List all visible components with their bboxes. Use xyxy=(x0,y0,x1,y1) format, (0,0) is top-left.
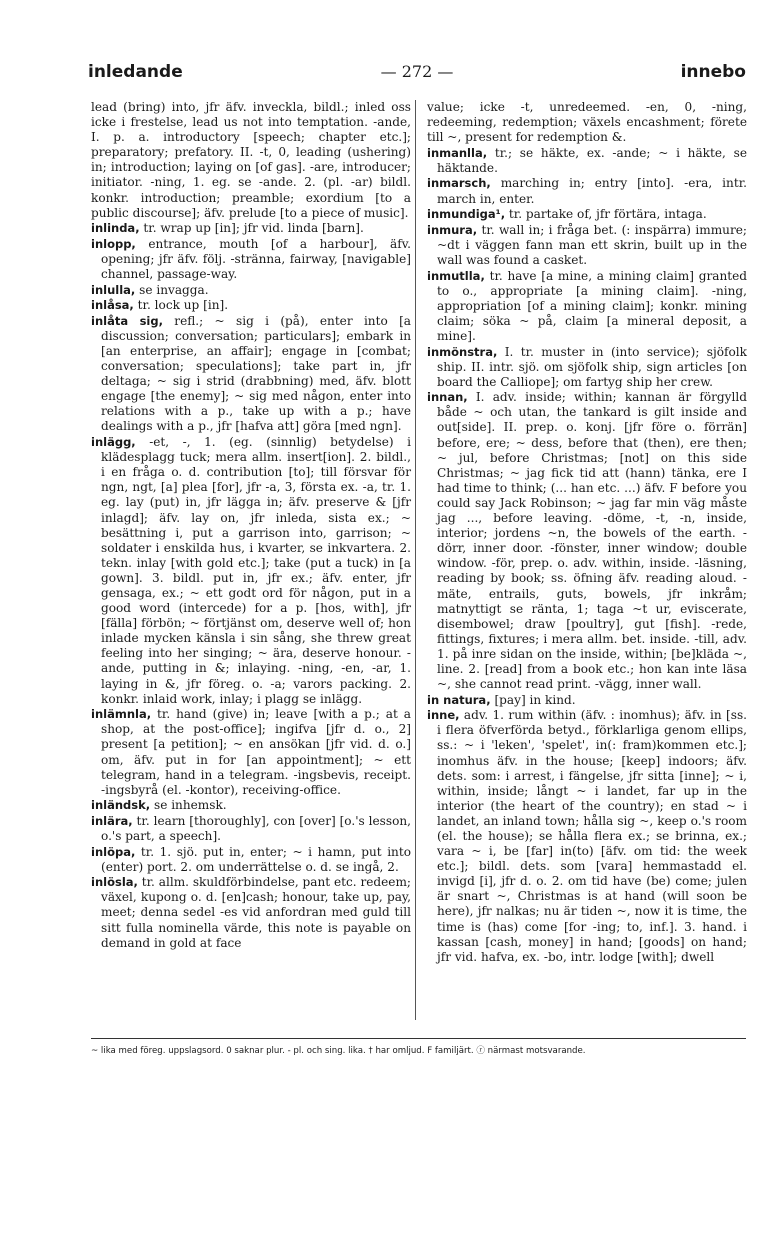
left-column xyxy=(91,100,411,951)
entry-headword: inlämnla, xyxy=(91,707,152,722)
dictionary-entry xyxy=(427,100,747,145)
entry-headword: inlåsa, xyxy=(91,298,134,313)
dictionary-entry xyxy=(91,707,411,798)
entry-headword: inlulla, xyxy=(91,282,136,297)
dictionary-entry xyxy=(91,845,411,875)
entry-headword: inmönstra, xyxy=(427,344,498,359)
entry-definition: se inhemsk. xyxy=(153,798,227,813)
entry-headword: inländsk, xyxy=(91,798,151,813)
page-number: — 272 — xyxy=(380,62,454,81)
left-guide-word: inledande xyxy=(88,62,183,82)
entry-headword: inlopp, xyxy=(91,236,136,251)
entry-headword: inmura, xyxy=(427,222,478,237)
dictionary-entry xyxy=(91,100,411,221)
entry-headword: inlösla, xyxy=(91,875,138,890)
entry-definition: tr.; se häkte, ex. -ande; ~ i häkte, se häktande. xyxy=(437,145,747,175)
entry-definition: entrance, mouth [of a harbour], äfv. opening; jfr äfv. följ. -stränna, fairway, [navigable] channel, passage-way. xyxy=(101,236,411,282)
entry-headword: inne, xyxy=(427,708,460,723)
entry-definition: tr. have [a mine, a mining claim] granted to o., appropriate [a mining claim]. -ning, appropriation [of a mining claim]; konkr. mining claim; söka ~ på, claim [a mineral deposit, a mine]. xyxy=(437,268,747,343)
dictionary-entry xyxy=(91,814,411,844)
abbreviation-key: ~ lika med föreg. uppslagsord. 0 saknar plur. - pl. och sing. lika. † har omljud. F familjärt. ⓡ närmast motsvarande. xyxy=(91,1046,586,1056)
entry-headword: inlåta sig, xyxy=(91,313,163,328)
entry-definition: tr. partake of, jfr förtära, intaga. xyxy=(508,207,707,222)
dictionary-entry xyxy=(91,237,411,282)
entry-headword: innan, xyxy=(427,390,468,405)
column-divider xyxy=(415,100,416,1020)
dictionary-entry xyxy=(91,875,411,950)
dictionary-entry xyxy=(91,283,411,298)
dictionary-entry xyxy=(91,798,411,813)
entry-definition: tr. 1. sjö. put in, enter; ~ i hamn, put into (enter) port. 2. om underrättelse o. d. se ingå, 2. xyxy=(101,844,411,874)
entry-definition: tr. wall in; i fråga bet. (: inspärra) immure; ~dt i väggen fann man ett skrin, built up in the wall was found a casket. xyxy=(437,222,747,267)
entry-definition: value; icke -t, unredeemed. -en, 0, -ning, redeeming, redemption; växels encashment; förete till ~, present for redemption &. xyxy=(427,100,747,145)
dictionary-entry xyxy=(91,314,411,435)
dictionary-entry xyxy=(427,269,747,344)
dictionary-entry xyxy=(91,435,411,707)
entry-definition: marching in; entry [into]. -era, intr. march in, enter. xyxy=(437,176,747,206)
dictionary-entry xyxy=(91,298,411,313)
dictionary-entry xyxy=(91,221,411,236)
entry-headword: inlära, xyxy=(91,813,133,828)
entry-definition: tr. learn [thoroughly], con [over] [o.'s lesson, o.'s part, a speech]. xyxy=(101,813,411,843)
entry-definition: [pay] in kind. xyxy=(494,692,576,707)
entry-definition: tr. wrap up [in]; jfr vid. linda [barn]. xyxy=(143,221,364,236)
entry-definition: tr. lock up [in]. xyxy=(137,298,229,313)
entry-definition: se invagga. xyxy=(139,282,209,297)
dictionary-entry xyxy=(427,176,747,206)
dictionary-entry xyxy=(427,223,747,268)
entry-definition: I. adv. inside; within; kannan är förgylld både ~ och utan, the tankard is gilt inside and out[side]. II. prep. o. konj. [jfr före o. förrän] before, ere; ~ dess, before that (then), ere then; ~ jul, before Christmas; [not] on this side Christmas; ~ jag fick tid att (hann) tänka, ere I had time to think; (... han etc. ...) äfv. F before you could say Jack Robinson; ~ jag far min väg måste jag ..., before leaving. -döme, -t, -n, inside, interior; jordens ~n, the bowels of the earth. -dörr, inner door. -fönster, inner window; double window. -för, prep. o. adv. within, inside. -läsning, reading by book; ss. öfning äfv. reading aloud. -mäte, entrails, guts, bowels, jfr inkråm; matnyttigt se ränta, 1; taga ~t ur, eviscerate, disembowel; draw [poultry], gut [fish]. -rede, fittings, fixtures; i mera allm. bet. inside. -till, adv. 1. på inre sidan on the inside, within; [be]kläda ~, line. 2. [read] from a book etc.; hon kan inte läsa ~, she cannot read print. -vägg, inner wall. xyxy=(437,390,747,692)
entry-definition: refl.; ~ sig i (på), enter into [a discussion; conversation; particulars]; embark in [an enterprise, an affair]; engage in [combat; conversation; speculations]; take part in, jfr deltaga; ~ sig i strid (drabbning) med, äfv. blott engage [the enemy]; ~ sig med någon, enter into relations with a p., take up with a p.; have dealings with a p., jfr [hafva att] göra [med ngn]. xyxy=(101,313,411,434)
entry-definition: tr. hand (give) in; leave [with a p.; at a shop, at the post-office]; ingifva [jfr d. o., 2] present [a petition]; ~ en ansökan [jfr vid. d. o.] om, äfv. put in for [an appointment]; ~ ett telegram, hand in a telegram. -ingsbevis, receipt. -ingsbyrå (el. -kontor), receiving-office. xyxy=(101,707,411,797)
dictionary-entry xyxy=(427,390,747,692)
entry-definition: tr. allm. skuldförbindelse, pant etc. redeem; växel, kupong o. d. [en]cash; honour, take up, pay, meet; denna sedel -es vid anfordran med guld till sitt fulla nominella värde, this note is payable on demand in gold at face xyxy=(101,875,412,950)
right-guide-word: innebo xyxy=(680,62,746,82)
dictionary-entry xyxy=(427,345,747,390)
entry-definition: -et, -, 1. (eg. (sinnlig) betydelse) i klädesplagg tuck; mera allm. insert[ion]. 2. bildl., i en fråga o. d. contribution [to]; till försvar för ngn, ngt, [a] plea [for], jfr -a, 3, första ex. -a, tr. 1. eg. lay (put) in, jfr lägga in; äfv. preserve & [jfr inlagd]; äfv. lay on, jfr inleda, sista ex.; ~ besättning i, put a garrison into, garrison; ~ soldater i enskilda hus, i kvarter, se inkvartera. 2. tekn. inlay [with gold etc.]; take (put a tuck) in [a gown]. 3. bildl. put in, jfr ex.; äfv. enter, jfr gensaga, ex.; ~ ett godt ord för någon, put in a good word (intercede) for a p. [hos, with], jfr [fälla] förbön; ~ förtjänst om, deserve well of; hon inlade mycken känsla i sin sång, she threw great feeling into her singing; ~ ära, deserve honour. -ande, putting in &; inlaying. -ning, -en, -ar, 1. laying in &, jfr föreg. o. -a; varors packing. 2. konkr. inlaid work, inlay; i plagg se inlägg. xyxy=(101,435,411,706)
dictionary-entry xyxy=(427,207,747,222)
entry-headword: inlinda, xyxy=(91,221,140,236)
dictionary-entry xyxy=(427,146,747,176)
entry-definition: lead (bring) into, jfr äfv. inveckla, bildl.; inled oss icke i frestelse, lead us not into temptation. -ande, I. p. a. introductory [speech; chapter etc.]; preparatory; prefatory. II. -t, 0, leading (ushering) in; introduction; laying on [of gas]. -are, introducer; initiator. -ning, 1. eg. se -ande. 2. (pl. -ar) bildl. konkr. introduction; preamble; exordium [to a public discourse]; äfv. prelude [to a piece of music]. xyxy=(91,100,411,220)
entry-headword: inmanlla, xyxy=(427,145,488,160)
entry-headword: inmundiga¹, xyxy=(427,207,506,222)
dictionary-entry xyxy=(427,708,747,965)
entry-definition: I. tr. muster in (into service); sjöfolk ship. II. intr. sjö. om sjöfolk ship, sign articles [on board the Calliope]; om fartyg ship her crew. xyxy=(437,344,747,389)
dictionary-entry xyxy=(427,693,747,708)
entry-headword: in natura, xyxy=(427,692,491,707)
entry-headword: inmutlla, xyxy=(427,268,485,283)
page-header xyxy=(88,62,746,88)
entry-definition: adv. 1. rum within (äfv. : inomhus); äfv. in [ss. i flera öfverförda betyd., förklarliga genom ellips, ss.: ~ i 'leken', 'spelet', in(: fram)kommen etc.]; inomhus äfv. in the house; [keep] indoors; äfv. dets. som: i arrest, i fängelse, jfr sitta [inne]; ~ i, within, inside; långt ~ i landet, far up in the interior (the heart of the country); en stad ~ i landet, an inland town; hålla sig ~, keep o.'s room (el. the house); se hålla flera ex.; se brinna, ex.; vara ~ i, be [far] in(to) [äfv. om tid: the week etc.]; bildl. dets. som [vara] hemmastadd el. invigd [i], jfr d. o. 2. om tid have (be) come; julen är snart ~, Christmas is at hand (will soon be here), jfr nalkas; nu är tiden ~, now it is time, the time is (has) come [for -ing; to, inf.]. 3. hand. i kassan [cash, money] in hand; [goods] on hand; jfr vid. hafva, ex. -bo, intr. lodge [with]; dwell xyxy=(437,708,747,964)
right-column xyxy=(427,100,747,965)
footnote-rule xyxy=(91,1038,746,1039)
entry-headword: inlägg, xyxy=(91,435,136,450)
entry-headword: inmarsch, xyxy=(427,176,491,191)
entry-headword: inlöpa, xyxy=(91,844,136,859)
